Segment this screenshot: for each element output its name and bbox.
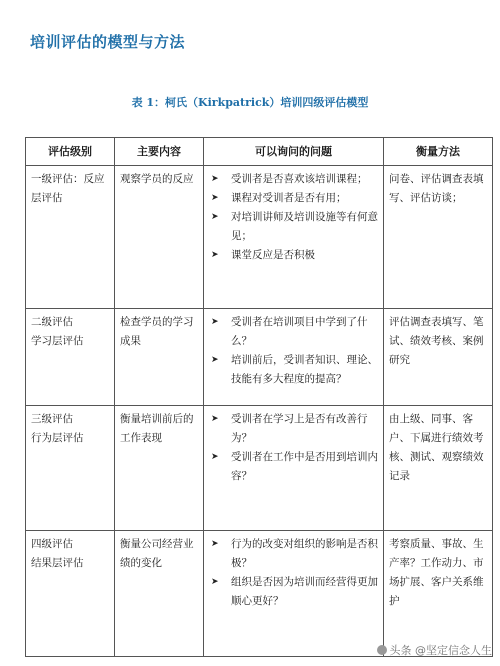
- table-body: [26, 166, 493, 657]
- cell-questions: [204, 531, 384, 657]
- question-item: [209, 410, 378, 448]
- question-list: [209, 170, 378, 265]
- question-item: [209, 189, 378, 208]
- cell-content: 衡量培训前后的工作表现: [115, 406, 204, 531]
- table-row: [26, 166, 493, 309]
- arrow-bullet-icon: ➤: [211, 539, 219, 549]
- evaluation-model-table: [25, 137, 493, 657]
- cell-content: 检查学员的学习成果: [115, 309, 204, 406]
- watermark-text: 头条 @坚定信念人生: [389, 644, 492, 657]
- cell-level: 二级评估 学习层评估: [26, 309, 115, 406]
- question-text: 课程对受训者是否有用；: [231, 192, 347, 204]
- arrow-bullet-icon: ➤: [211, 250, 219, 260]
- watermark: [377, 642, 493, 658]
- question-text: 受训者是否喜欢该培训课程；: [231, 173, 368, 185]
- question-item: [209, 313, 378, 351]
- question-list: [209, 410, 378, 486]
- cell-level: 四级评估 结果层评估: [26, 531, 115, 657]
- question-item: [209, 448, 378, 486]
- question-item: [209, 573, 378, 611]
- table-caption: 表 1：柯氏（Kirkpatrick）培训四级评估模型: [131, 96, 369, 109]
- question-text: 对培训讲师及培训设施等有何意见；: [231, 211, 378, 242]
- header-content: 主要内容: [115, 138, 204, 166]
- cell-method: 评估调查表填写、笔试、绩效考核、案例研究: [384, 309, 493, 406]
- cell-method: 由上级、同事、客户、下属进行绩效考核、测试、观察绩效记录: [384, 406, 493, 531]
- arrow-bullet-icon: ➤: [211, 577, 219, 587]
- watermark-logo-icon: [377, 645, 387, 655]
- question-text: 受训者在培训项目中学到了什么？: [231, 316, 368, 347]
- question-item: [209, 535, 378, 573]
- question-item: [209, 208, 378, 246]
- question-text: 课堂反应是否积极: [231, 249, 315, 261]
- arrow-bullet-icon: ➤: [211, 212, 219, 222]
- cell-questions: [204, 166, 384, 309]
- question-text: 受训者在工作中是否用到培训内容？: [231, 451, 378, 482]
- cell-level: 一级评估：反应 层评估: [26, 166, 115, 309]
- question-text: 受训者在学习上是否有改善行为？: [231, 413, 368, 444]
- arrow-bullet-icon: ➤: [211, 414, 219, 424]
- arrow-bullet-icon: ➤: [211, 452, 219, 462]
- cell-content: 衡量公司经营业绩的变化: [115, 531, 204, 657]
- table-row: [26, 531, 493, 657]
- question-item: [209, 351, 378, 389]
- header-questions: 可以询问的问题: [204, 138, 384, 166]
- page-title: 培训评估的模型与方法: [30, 33, 186, 51]
- cell-questions: [204, 309, 384, 406]
- cell-questions: [204, 406, 384, 531]
- arrow-bullet-icon: ➤: [211, 317, 219, 327]
- arrow-bullet-icon: ➤: [211, 355, 219, 365]
- header-method: 衡量方法: [384, 138, 493, 166]
- cell-content: 观察学员的反应: [115, 166, 204, 309]
- question-list: [209, 535, 378, 611]
- question-text: 培训前后，受训者知识、理论、技能有多大程度的提高？: [231, 354, 378, 385]
- cell-method: 考察质量、事故、生产率？工作动力、市场扩展、客户关系维护: [384, 531, 493, 657]
- arrow-bullet-icon: ➤: [211, 193, 219, 203]
- table-header-row: [26, 138, 493, 166]
- table-row: [26, 309, 493, 406]
- arrow-bullet-icon: ➤: [211, 174, 219, 184]
- question-list: [209, 313, 378, 389]
- question-text: 行为的改变对组织的影响是否积极？: [231, 538, 378, 569]
- header-level: 评估级别: [26, 138, 115, 166]
- cell-method: 问卷、评估调查表填写、评估访谈；: [384, 166, 493, 309]
- table-row: [26, 406, 493, 531]
- question-item: [209, 246, 378, 265]
- question-text: 组织是否因为培训而经营得更加顺心更好？: [231, 576, 378, 607]
- cell-level: 三级评估 行为层评估: [26, 406, 115, 531]
- question-item: [209, 170, 378, 189]
